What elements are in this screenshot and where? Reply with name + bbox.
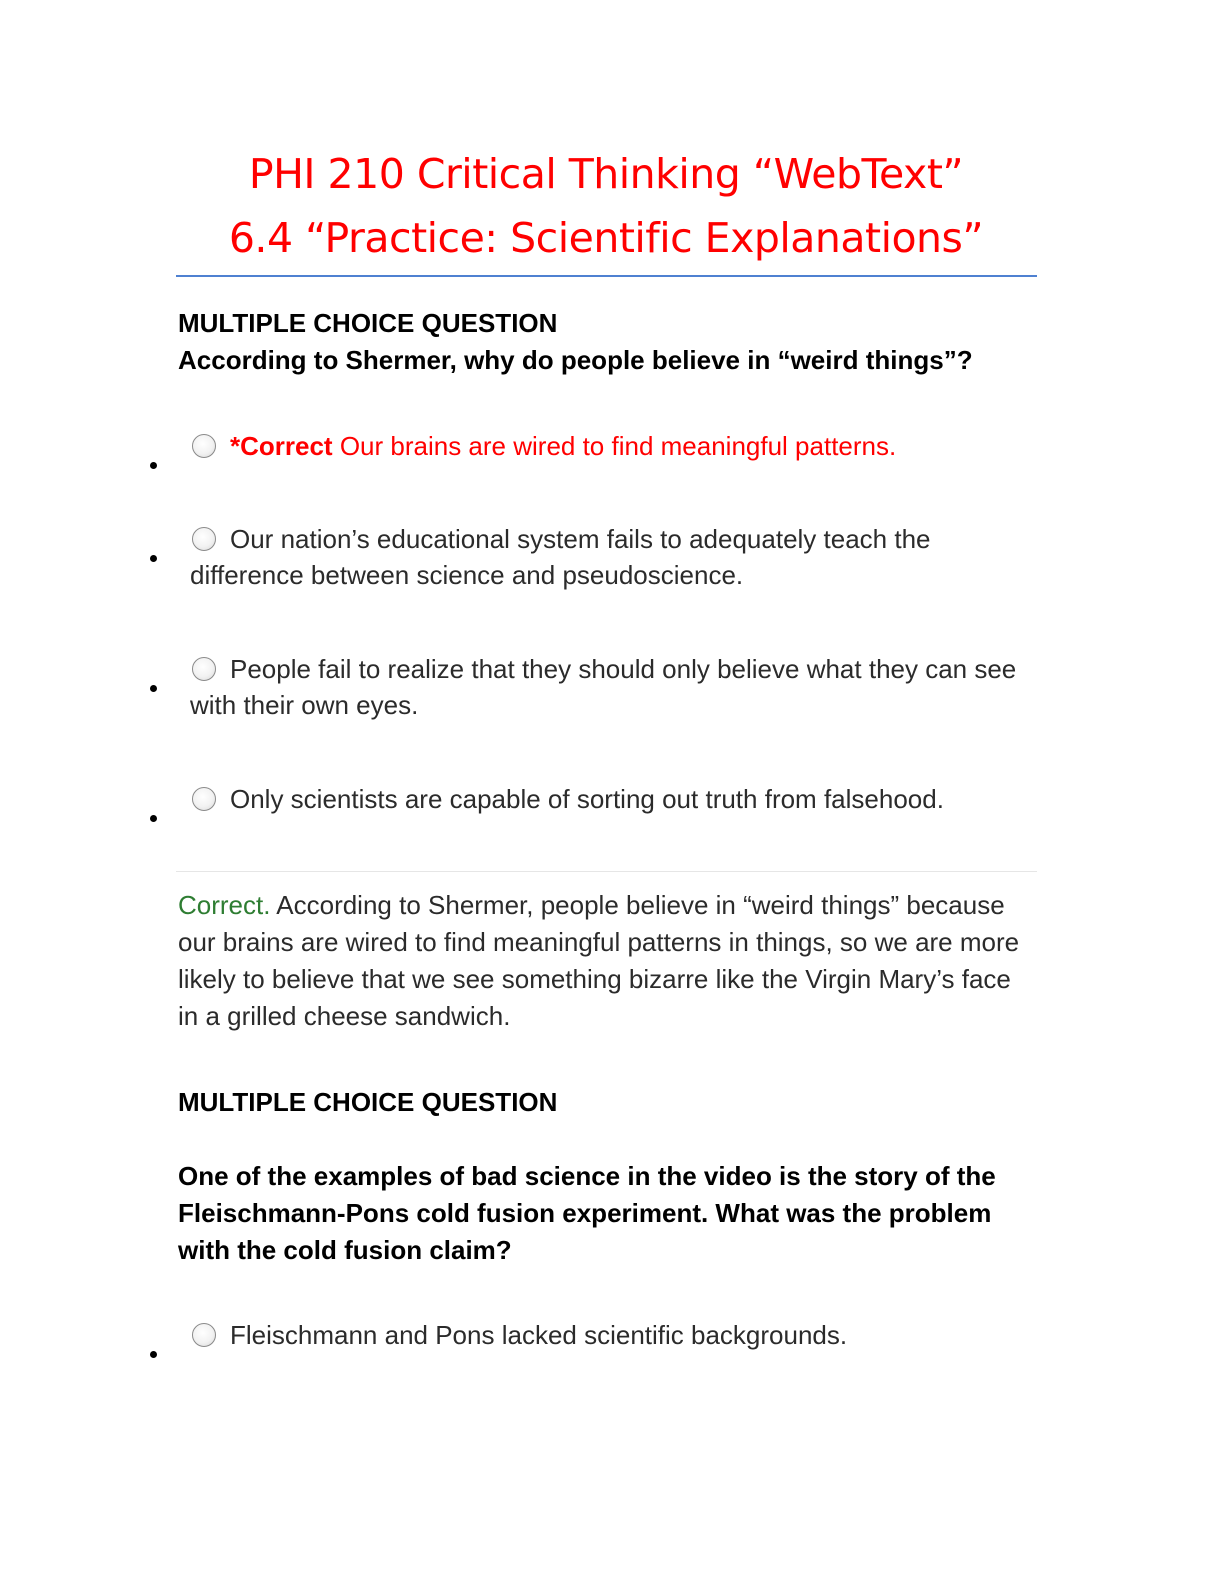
feedback-text: According to Shermer, people believe in “weird things” because our brains are wired to find meaningful patterns in things, so we are more likely to believe that we see something bizarre like the Virgin Mary’s face in a grilled cheese sandwich.	[178, 890, 1020, 1031]
option-text	[190, 428, 1030, 464]
feedback-divider	[176, 871, 1037, 872]
question-2-type-label: MULTIPLE CHOICE QUESTION	[178, 1087, 558, 1117]
title-divider	[176, 275, 1037, 277]
document-title	[176, 142, 1036, 270]
bullet-icon	[150, 815, 157, 822]
option-label: Fleischmann and Pons lacked scientific backgrounds.	[230, 1320, 848, 1350]
title-line-2: 6.4 “Practice: Scientific Explanations”	[228, 214, 984, 262]
question-1-prompt: According to Shermer, why do people believe in “weird things”?	[178, 345, 973, 375]
bullet-icon	[150, 555, 157, 562]
option-label: Our nation’s educational system fails to adequately teach the difference between science and pseudoscience.	[190, 524, 931, 590]
question-1-type-label: MULTIPLE CHOICE QUESTION	[178, 308, 558, 338]
question-1-header	[178, 305, 1048, 379]
question-2-prompt: One of the examples of bad science in the video is the story of the Fleischmann-Pons cold fusion experiment. What was the problem with the cold fusion claim?	[178, 1161, 996, 1265]
option-label: Only scientists are capable of sorting out truth from falsehood.	[230, 784, 944, 814]
option-label: Our brains are wired to find meaningful patterns.	[339, 431, 897, 461]
bullet-icon	[150, 1351, 157, 1358]
question-1-feedback	[178, 887, 1038, 1035]
correct-marker: *Correct	[230, 431, 333, 461]
bullet-icon	[150, 462, 157, 469]
feedback-status: Correct.	[178, 890, 271, 920]
option-label: People fail to realize that they should only believe what they can see with their own eyes.	[190, 654, 1017, 720]
title-line-1: PHI 210 Critical Thinking “WebText”	[248, 150, 964, 198]
bullet-icon	[150, 685, 157, 692]
